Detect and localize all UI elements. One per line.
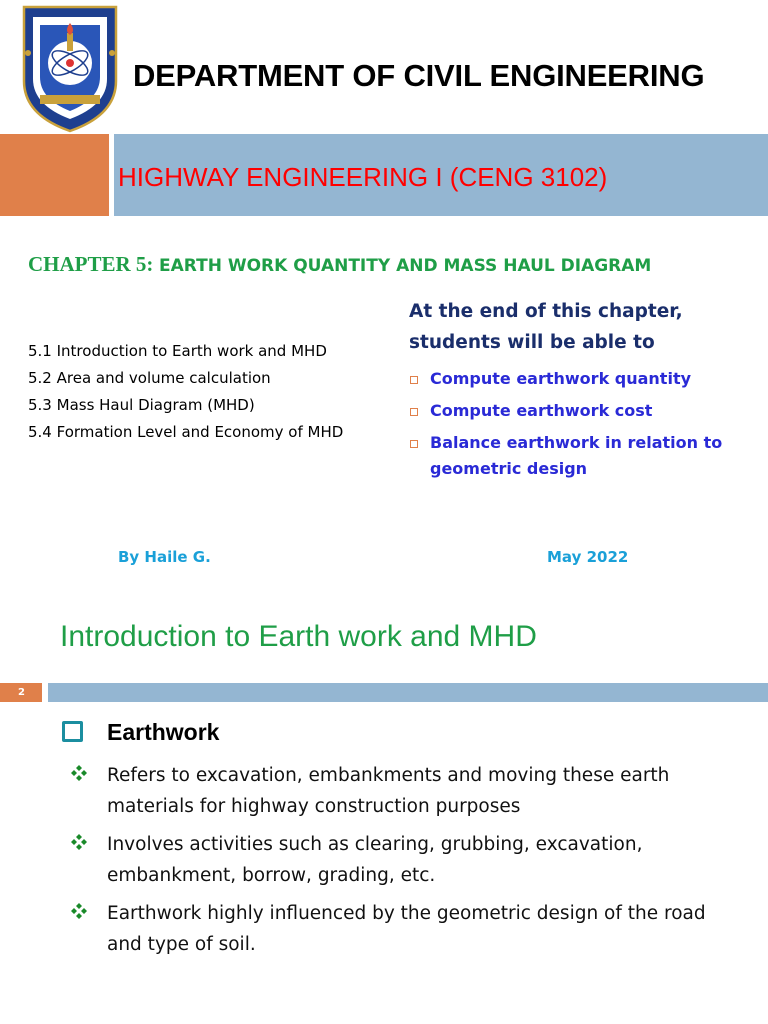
list-item-text: Earthwork highly influenced by the geometric design of the road and type of soil. (107, 903, 706, 955)
title-band (48, 683, 768, 702)
diamond-cluster-icon (70, 833, 88, 851)
objective-item (409, 366, 749, 392)
date-label: May 2022 (547, 548, 629, 566)
accent-block (0, 134, 109, 216)
toc-item: 5.4 Formation Level and Economy of MHD (28, 423, 344, 441)
slide-title: Introduction to Earth work and MHD (60, 620, 537, 653)
list-item-text: Refers to excavation, embankments and moving these earth materials for highway construction purposes (107, 765, 670, 817)
bullet-list (70, 760, 720, 967)
objectives-heading (409, 296, 683, 358)
checkbox-icon (62, 721, 83, 742)
objectives-heading-line: students will be able to (409, 332, 655, 353)
toc-item: 5.2 Area and volume calculation (28, 369, 271, 387)
objective-item (409, 430, 749, 482)
toc-item: 5.3 Mass Haul Diagram (MHD) (28, 396, 255, 414)
diamond-cluster-icon (70, 902, 88, 920)
department-title: DEPARTMENT OF CIVIL ENGINEERING (133, 58, 705, 93)
chapter-title (28, 252, 651, 277)
objective-text: Balance earthwork in relation to geometric design (430, 433, 723, 478)
list-item (70, 760, 720, 822)
author-byline: By Haile G. (118, 548, 211, 566)
university-seal-icon (20, 3, 120, 133)
square-bullet-icon (410, 440, 418, 448)
objective-text: Compute earthwork quantity (430, 369, 692, 388)
chapter-name: EARTH WORK QUANTITY AND MASS HAUL DIAGRAM (159, 256, 652, 276)
objectives-heading-line: At the end of this chapter, (409, 301, 683, 322)
page-number: 2 (0, 683, 42, 702)
objective-text: Compute earthwork cost (430, 401, 653, 420)
diamond-cluster-icon (70, 764, 88, 782)
chapter-prefix: CHAPTER 5: (28, 252, 154, 276)
course-title: HIGHWAY ENGINEERING I (CENG 3102) (118, 162, 608, 192)
objective-item (409, 398, 749, 424)
list-item (70, 829, 720, 891)
square-bullet-icon (410, 408, 418, 416)
toc-item: 5.1 Introduction to Earth work and MHD (28, 342, 327, 360)
objectives-list (409, 366, 749, 488)
square-bullet-icon (410, 376, 418, 384)
university-logo (20, 3, 120, 133)
section-heading: Earthwork (107, 719, 220, 745)
list-item-text: Involves activities such as clearing, grubbing, excavation, embankment, borrow, grading, etc. (107, 834, 643, 886)
list-item (70, 898, 720, 960)
chapter-toc (28, 340, 343, 448)
